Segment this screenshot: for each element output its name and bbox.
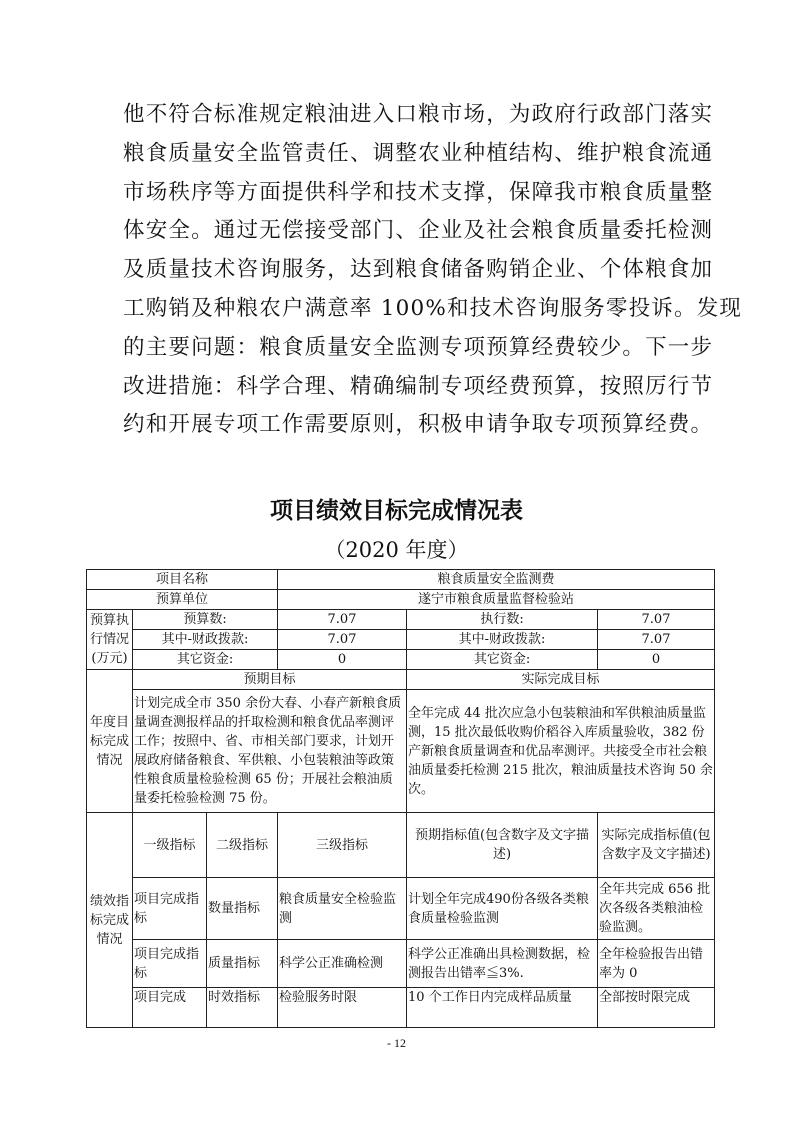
text-line: 及质量技术咨询服务，达到粮食储备购销企业、个体粮食加 (123, 257, 714, 283)
cell: 项目完成指标 (133, 878, 207, 940)
cell: 全年完成 44 批次应急小包装粮油和军供粮油质量监测，15 批次最低收购价稻谷入库质量验收，382 份产新粮食质量调查和优品率测评。共接受全市社会粮油质量委托检测 215 批次，粮油质量技术咨询 50 余次。 (407, 690, 715, 813)
cell: 0 (278, 650, 407, 670)
text-line: 体安全。通过无偿接受部门、企业及社会粮食质量委托检测 (123, 218, 714, 244)
cell: 10 个工作日内完成样品质量 (407, 988, 598, 1028)
cell: 全部按时限完成 (598, 988, 715, 1028)
cell: 质量指标 (207, 940, 278, 988)
cell: 项目完成 (133, 988, 207, 1028)
text-line: 工购销及种粮农户满意率 100%和技术咨询服务零投诉。发现 (123, 295, 743, 321)
cell: 粮食质量安全监测费 (278, 570, 715, 590)
cell: 实际完成目标 (407, 670, 715, 690)
cell: 检验服务时限 (278, 988, 407, 1028)
cell: 执行数: (407, 610, 598, 630)
page-number: - 12 (387, 1036, 406, 1050)
cell: 其它资金: (407, 650, 598, 670)
cell: 科学公正准确出具检测数据，检测报告出错率≦3%. (407, 940, 598, 988)
cell: 项目名称 (87, 570, 278, 590)
cell: 7.07 (278, 610, 407, 630)
text-line: 粮食质量安全监管责任、调整农业种植结构、维护粮食流通 (123, 140, 714, 166)
cell: 其中-财政拨款: (133, 630, 278, 650)
table-subtitle: （2020 年度） (324, 538, 469, 562)
cell: 预期指标值(包含数字及文字描述) (407, 813, 598, 878)
body-paragraph (123, 96, 743, 445)
cell: 一级指标 (133, 813, 207, 878)
cell: 绩效指标完成情况 (87, 813, 133, 1028)
cell: 数量指标 (207, 878, 278, 940)
cell: 7.07 (278, 630, 407, 650)
cell: 项目完成指标 (133, 940, 207, 988)
text-line: 约和开展专项工作需要原则，积极申请争取专项预算经费。 (123, 412, 714, 438)
cell: 年度目标完成情况 (87, 670, 133, 813)
cell: 其中-财政拨款: (407, 630, 598, 650)
cell: 计划完成全市 350 余份大春、小春产新粮食质量调查测报样品的扦取检测和粮食优品率测评工作；按照中、省、市相关部门要求，计划开展政府储备粮食、军供粮、小包装粮油等政策性粮食质量检验检测 65 份；开展社会粮油质量委托检验检测 75 份。 (133, 690, 407, 813)
performance-table (86, 569, 716, 1030)
cell: 其它资金: (133, 650, 278, 670)
cell: 预算数: (133, 610, 278, 630)
cell: 计划全年完成490份各级各类粮食质量检验监测 (407, 878, 598, 940)
cell: 全年共完成 656 批次各级各类粮油检验监测。 (598, 878, 715, 940)
cell: 0 (598, 650, 715, 670)
cell: 科学公正准确检测 (278, 940, 407, 988)
cell: 时效指标 (207, 988, 278, 1028)
cell: 二级指标 (207, 813, 278, 878)
cell: 7.07 (598, 630, 715, 650)
cell: 预算执行情况(万元) (87, 610, 133, 670)
text-line: 他不符合标准规定粮油进入口粮市场，为政府行政部门落实 (123, 102, 714, 127)
cell: 预期目标 (133, 670, 407, 690)
cell: 粮食质量安全检验监测 (278, 878, 407, 940)
cell: 实际完成指标值(包含数字及文字描述) (598, 813, 715, 878)
cell: 预算单位 (87, 590, 278, 610)
text-line: 市场秩序等方面提供科学和技术支撑，保障我市粮食质量整 (123, 179, 714, 205)
cell: 全年检验报告出错率为 0 (598, 940, 715, 988)
cell: 遂宁市粮食质量监督检验站 (278, 590, 715, 610)
text-line: 的主要问题：粮食质量安全监测专项预算经费较少。下一步 (123, 334, 714, 360)
cell: 三级指标 (278, 813, 407, 878)
cell: 7.07 (598, 610, 715, 630)
text-line: 改进措施：科学合理、精确编制专项经费预算，按照厉行节 (123, 373, 714, 399)
table-title: 项目绩效目标完成情况表 (270, 498, 523, 524)
